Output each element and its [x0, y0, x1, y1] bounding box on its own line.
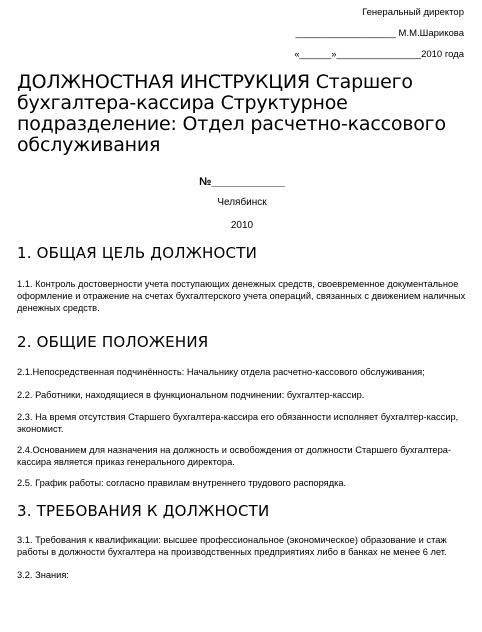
section-heading: 3. ТРЕБОВАНИЯ К ДОЛЖНОСТИ [17, 502, 270, 520]
document-title: ДОЛЖНОСТНАЯ ИНСТРУКЦИЯ Старшего бухгалтера-кассира Структурное подразделение: Отдел расчетно-кассового обслуживания [17, 71, 446, 156]
paragraph-2-3: 2.3. На время отсутствия Старшего бухгалтера-кассира его обязанности исполняет бухгалтер-кассир, экономист. [17, 412, 459, 434]
document-body [17, 72, 467, 581]
paragraph-3-1: 3.1. Требования к квалификации: высшее профессиональное (экономическое) образование и стаж работы в должности бухгалтера на производственных предприятиях либо в банках не менее 6 лет. [17, 535, 447, 557]
approval-position: Генеральный директор [362, 7, 464, 18]
document-number: №____________ [199, 176, 285, 188]
section-requirements [17, 502, 467, 581]
approval-date-line: «______»________________2010 года [294, 49, 464, 60]
document-city: Челябинск [217, 197, 267, 208]
approval-block [294, 2, 464, 65]
section-general-provisions [17, 333, 467, 489]
paragraph-2-2: 2.2. Работники, находящиеся в функциональном подчинении: бухгалтер-кассир. [17, 390, 365, 400]
paragraph-3-2: 3.2. Знания: [17, 570, 69, 580]
section-heading: 1. ОБЩАЯ ЦЕЛЬ ДОЛЖНОСТИ [17, 244, 258, 262]
paragraph-1-1: 1.1. Контроль достоверности учета поступающих денежных средств, своевременное документальное оформление и отражение на счетах бухгалтерского учета операций, связанных с движением наличных денежных средств. [17, 279, 466, 313]
paragraph-2-4: 2.4.Основанием для назначения на должность и освобождения от должности Старшего бухгалтера-кассира является приказ генерального директора. [17, 445, 452, 467]
section-heading: 2. ОБЩИЕ ПОЛОЖЕНИЯ [17, 333, 209, 351]
document-year: 2010 [230, 220, 254, 231]
paragraph-2-5: 2.5. График работы: согласно правилам внутреннего трудового распорядка. [17, 478, 347, 488]
approval-signature-line: ___________________ М.М.Шарикова [295, 28, 464, 39]
section-general-purpose [17, 244, 467, 314]
paragraph-2-1: 2.1.Непосредственная подчинённость: Начальнику отдела расчетно-кассового обслуживания; [17, 367, 425, 377]
